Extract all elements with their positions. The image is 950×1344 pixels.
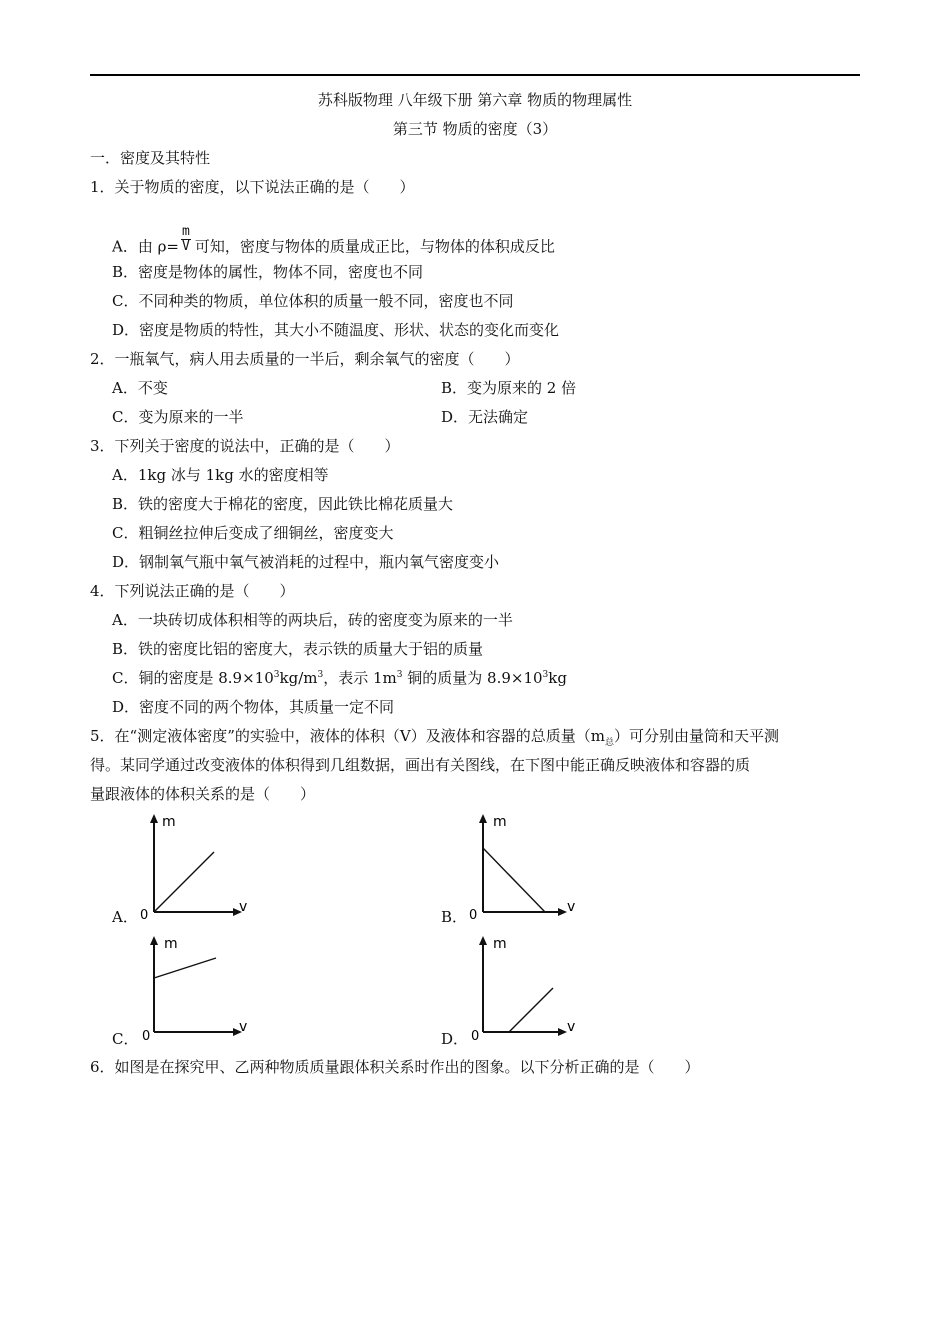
graph-b-y-arrow bbox=[479, 814, 487, 823]
q4-c-sup2: 3 bbox=[317, 670, 324, 680]
q4-c-sup4: 3 bbox=[542, 670, 549, 680]
graph-d-y-arrow bbox=[479, 936, 487, 945]
graph-d-m-label: m bbox=[493, 936, 507, 952]
q3-option-c: C．粗铜丝拉伸后变成了细铜丝，密度变大 bbox=[112, 524, 394, 542]
graph-c-m-label: m bbox=[164, 936, 178, 952]
q4-c-sup1: 3 bbox=[273, 670, 280, 680]
graph-d-v-label: v bbox=[567, 1019, 576, 1035]
graph-b-v-label: v bbox=[567, 899, 576, 915]
page-subtitle: 第三节 物质的密度（3） bbox=[392, 120, 558, 138]
q2-option-a: A．不变 bbox=[112, 379, 168, 397]
q4-c-part1: C．铜的密度是 8.9×10 bbox=[112, 669, 274, 687]
graph-b-label: B． bbox=[441, 908, 468, 926]
q4-c-part5: kg bbox=[548, 669, 567, 687]
q1-option-c: C．不同种类的物质，单位体积的质量一般不同，密度也不同 bbox=[112, 292, 514, 310]
fraction-numerator: m bbox=[182, 224, 190, 239]
q4-option-a: A．一块砖切成体积相等的两块后，砖的密度变为原来的一半 bbox=[112, 611, 513, 629]
q1-stem: 1．关于物质的密度，以下说法正确的是（ ） bbox=[90, 178, 415, 196]
graph-c-v-label: v bbox=[239, 1019, 248, 1035]
graph-d-origin: 0 bbox=[471, 1029, 480, 1044]
header-rule bbox=[90, 74, 860, 76]
q4-stem: 4．下列说法正确的是（ ） bbox=[90, 582, 295, 600]
q4-c-part4: 铜的质量为 8.9×10 bbox=[402, 669, 543, 687]
graph-c-y-arrow bbox=[150, 936, 158, 945]
q1-option-d: D．密度是物质的特性，其大小不随温度、形状、状态的变化而变化 bbox=[112, 321, 560, 339]
q3-stem: 3．下列关于密度的说法中，正确的是（ ） bbox=[90, 437, 400, 455]
graph-c bbox=[138, 932, 258, 1044]
graph-c-origin: 0 bbox=[142, 1029, 151, 1044]
q2-option-c: C．变为原来的一半 bbox=[112, 408, 244, 426]
q5-line1-pre: 5．在“测定液体密度”的实验中，液体的体积（V）及液体和容器的总质量（m bbox=[90, 727, 605, 745]
graph-b bbox=[467, 810, 587, 922]
graph-a-v-label: v bbox=[239, 899, 248, 915]
graph-d-x-arrow bbox=[558, 1028, 567, 1036]
q1-option-a bbox=[112, 224, 555, 262]
q4-option-b: B．铁的密度比铝的密度大，表示铁的质量大于铝的质量 bbox=[112, 640, 484, 658]
q4-option-d: D．密度不同的两个物体，其质量一定不同 bbox=[112, 698, 395, 716]
q5-line1-sub: 总 bbox=[604, 738, 614, 748]
graph-d-line bbox=[509, 988, 553, 1032]
q2-option-b: B．变为原来的 2 倍 bbox=[441, 379, 577, 397]
q2-stem: 2．一瓶氧气，病人用去质量的一半后，剩余氧气的密度（ ） bbox=[90, 350, 520, 368]
graph-d-label: D． bbox=[441, 1030, 469, 1048]
q6-stem: 6．如图是在探究甲、乙两种物质质量跟体积关系时作出的图象。以下分析正确的是（ ） bbox=[90, 1058, 700, 1076]
q4-c-part2: kg/m bbox=[279, 669, 318, 687]
q5-stem-line1 bbox=[90, 726, 779, 746]
graph-a-line bbox=[154, 852, 214, 912]
q4-c-part3: ，表示 1m bbox=[323, 669, 397, 687]
graph-b-line bbox=[483, 848, 545, 912]
graph-a-m-label: m bbox=[162, 814, 176, 830]
fraction-denominator: V bbox=[182, 239, 190, 254]
q5-stem-line2: 得。某同学通过改变液体的体积得到几组数据，画出有关图线，在下图中能正确反映液体和容器的质 bbox=[90, 756, 751, 774]
graph-b-m-label: m bbox=[493, 814, 507, 830]
graph-a bbox=[138, 810, 258, 922]
q1-option-b: B．密度是物体的属性，物体不同，密度也不同 bbox=[112, 263, 424, 281]
q3-option-d: D．钢制氧气瓶中氧气被消耗的过程中，瓶内氧气密度变小 bbox=[112, 553, 500, 571]
graph-a-origin: 0 bbox=[140, 908, 149, 922]
graph-c-line bbox=[154, 958, 216, 978]
q5-line1-post: ）可分别由量筒和天平测 bbox=[613, 727, 779, 745]
q1-option-a-post: 可知，密度与物体的质量成正比，与物体的体积成反比 bbox=[194, 237, 555, 256]
graph-a-label: A． bbox=[112, 908, 138, 926]
q5-stem-line3: 量跟液体的体积关系的是（ ） bbox=[90, 785, 316, 803]
graph-c-label: C． bbox=[112, 1030, 139, 1048]
q3-option-a: A．1kg 冰与 1kg 水的密度相等 bbox=[112, 466, 329, 484]
q2-option-d: D．无法确定 bbox=[441, 408, 529, 426]
q4-option-c bbox=[112, 668, 567, 688]
graph-d bbox=[467, 932, 587, 1044]
graph-b-origin: 0 bbox=[469, 908, 478, 922]
page-title: 苏科版物理 八年级下册 第六章 物质的物理属性 bbox=[317, 91, 633, 109]
density-fraction bbox=[181, 225, 191, 254]
q1-option-a-pre: A．由 ρ= bbox=[112, 237, 179, 256]
q4-c-sup3: 3 bbox=[396, 670, 403, 680]
graph-a-y-arrow bbox=[150, 814, 158, 823]
graph-b-x-arrow bbox=[558, 908, 567, 916]
q3-option-b: B．铁的密度大于棉花的密度，因此铁比棉花质量大 bbox=[112, 495, 454, 513]
section-heading: 一．密度及其特性 bbox=[90, 149, 211, 167]
